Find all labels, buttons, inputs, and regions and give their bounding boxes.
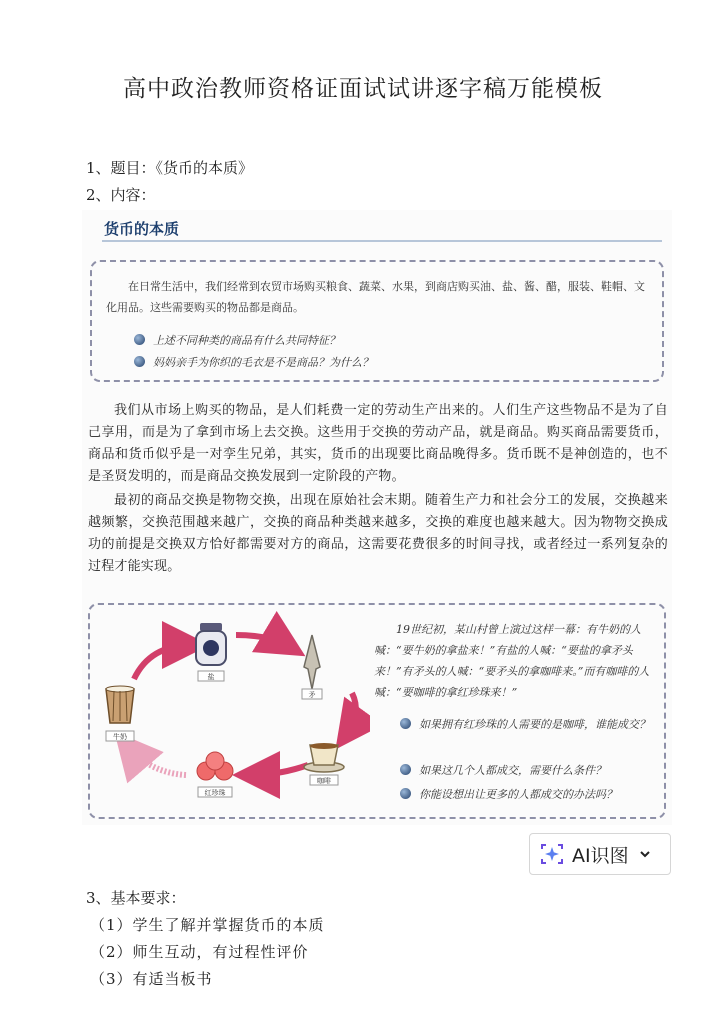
exchange-question: 如果这几个人都成交，需要什么条件？ [400,761,660,781]
content-line: 2、内容： [86,186,156,204]
intro-question: 妈妈亲手为你织的毛衣是不是商品？为什么？ [134,354,373,370]
requirements-heading: 3、基本要求： [86,889,186,907]
cycle-arrow [236,635,290,647]
textbook-scan [82,210,672,825]
intro-question: 上述不同种类的商品有什么共同特征？ [134,332,340,348]
requirement-item: （2）师生互动，有过程性评价 [90,943,309,961]
bullet-icon [134,356,145,367]
bullet-icon [400,718,411,729]
bullet-icon [400,788,411,799]
bullet-icon [400,764,411,775]
requirement-item: （3）有适当板书 [90,970,213,988]
cycle-item-label: 矛 [308,691,316,699]
section-title: 货币的本质 [104,220,180,238]
section-divider [102,240,662,242]
barter-cycle-diagram [90,605,370,817]
sparkle-scan-icon [540,842,564,866]
spear-icon [302,635,322,699]
cycle-item-label: 红珍珠 [204,789,226,797]
ai-recognize-button[interactable] [529,833,671,875]
intro-text: 在日常生活中，我们经常到农贸市场购买粮食、蔬菜、水果，到商店购买油、盐、酱、醋，服装、鞋帽、文化用品。这些需要购买的物品都是商品。 [106,280,645,314]
body-paragraph: 我们从市场上购买的物品，是人们耗费一定的劳动生产出来的。人们生产这些物品不是为了自己享用，而是为了拿到市场上去交换。这些用于交换的劳动产品，就是商品。购买商品需要货币，商品和货币似乎是一对孪生兄弟，其实，货币的出现要比商品晚得多。货币既不是神创造的，也不是圣贤发明的，而是商品交换发展到一定阶段的产物。 [88,403,668,484]
intro-box [90,260,664,382]
cycle-arrow [134,645,192,679]
exchange-question: 你能设想出让更多的人都成交的办法吗？ [400,785,660,805]
cycle-item-label: 牛奶 [113,733,127,741]
cycle-item-label: 咖啡 [317,777,331,785]
exchange-box [88,603,666,819]
cycle-arrow [126,745,186,775]
document-title: 高中政治教师资格证面试试讲逐字稿万能模板 [123,76,603,102]
story-text: 19世纪初，某山村曾上演过这样一幕：有牛奶的人喊：“要牛奶的拿盐来！”有盐的人喊：“要盐的拿矛头来！”有矛头的人喊：“要矛头的拿咖啡来。”而有咖啡的人喊：“要咖啡的拿红珍珠来！” [374,623,650,699]
chevron-down-icon[interactable] [639,848,651,860]
body-paragraph: 最初的商品交换是物物交换，出现在原始社会末期。随着生产力和社会分工的发展，交换越来越频繁，交换范围越来越广，交换的商品种类越来越多，交换的难度也越来越大。因为物物交换成功的前提是交换双方恰好都需要对方的商品，这需要花费很多的时间寻找，或者经过一系列复杂的过程才能实现。 [88,493,668,574]
cycle-arrow [250,765,308,775]
bullet-icon [134,334,145,345]
requirement-item: （1）学生了解并掌握货币的本质 [90,916,325,934]
topic-line: 1、题目：《货币的本质》 [86,159,254,177]
exchange-question: 如果拥有红珍珠的人需要的是咖啡，谁能成交？ [400,715,660,735]
cycle-item-label: 盐 [207,673,215,681]
ai-button-label: AI识图 [572,844,629,867]
cycle-arrow [346,693,356,735]
